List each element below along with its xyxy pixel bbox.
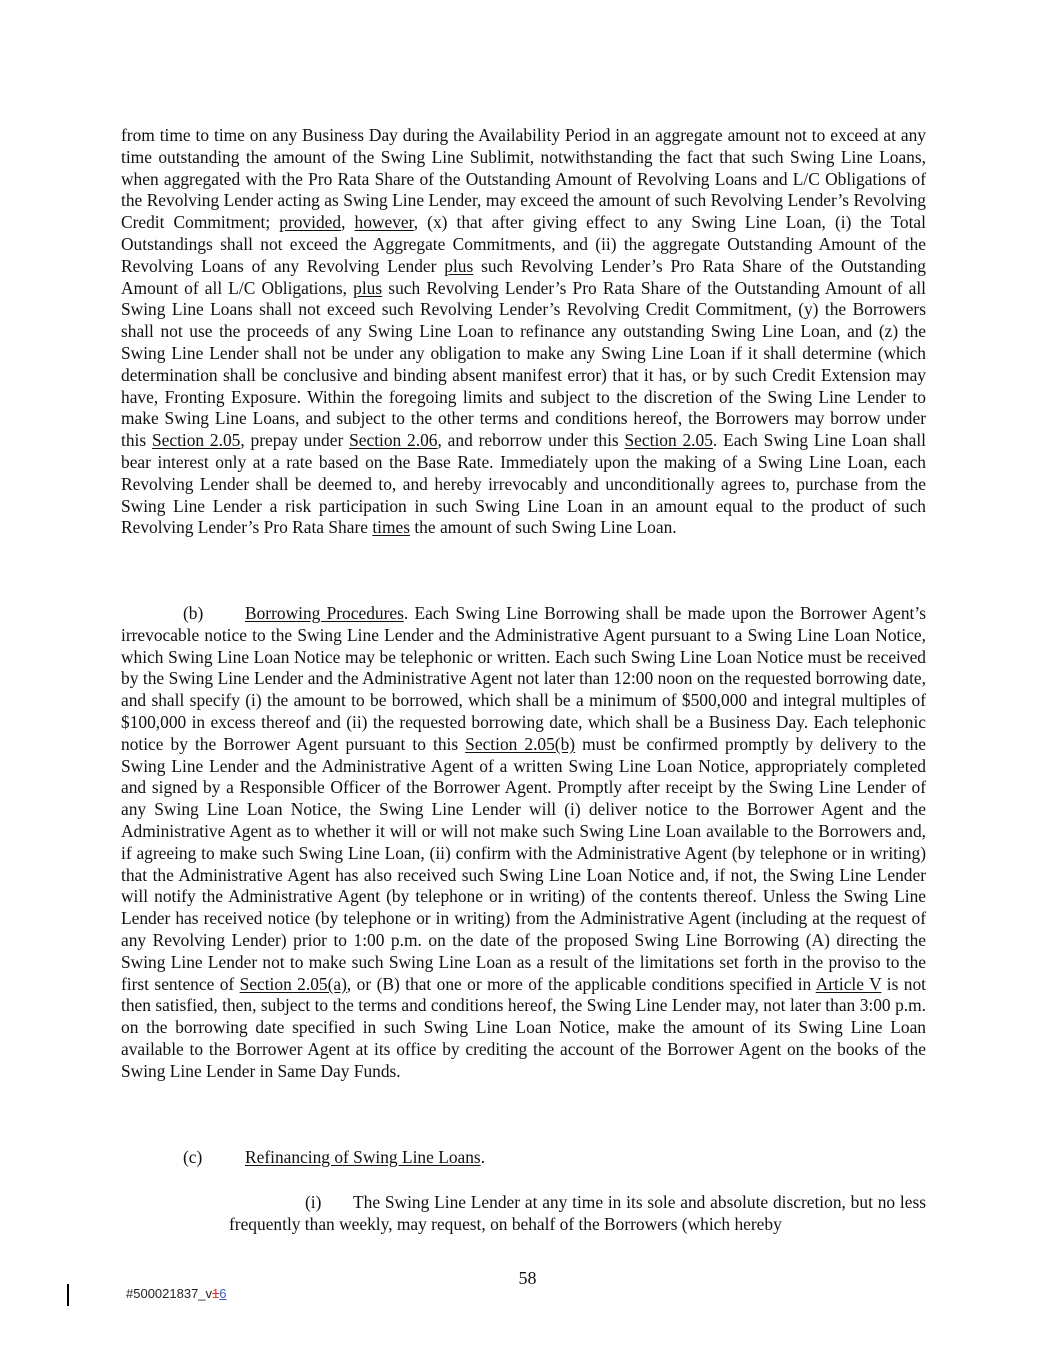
doc-id-deleted-version: 1 bbox=[212, 1286, 220, 1301]
text-run: . Each Swing Line Loan shall bear interest only at a rate based on the Base Rate. Immediately upon the making of a Swing Line Loan, each Revolving Lender shall be deemed to, and hereby irrevocably and unconditionally agrees to, purchase from the Swing Line Lender a risk participation in such Swing Line Loan in an amount equal to the product of such Revolving Lender’s Pro Rata Share bbox=[121, 430, 926, 538]
text-run: , bbox=[341, 212, 355, 233]
section-reference: Section 2.06 bbox=[349, 430, 438, 451]
revision-change-bar bbox=[67, 1284, 69, 1306]
text-run: such Revolving Lender’s Pro Rata Share of the Outstanding Amount of all L/C Obligations, bbox=[121, 255, 927, 298]
term-however: however bbox=[354, 212, 414, 233]
term-provided: provided bbox=[279, 212, 342, 233]
page-number: 58 bbox=[518, 1268, 537, 1288]
term-plus: plus bbox=[444, 255, 474, 276]
text-run: the amount of such Swing Line Loan. bbox=[410, 517, 677, 538]
section-reference: Section 2.05 bbox=[151, 430, 241, 451]
text-run: , and reborrow under this bbox=[437, 430, 625, 451]
paragraph-section-c-i bbox=[229, 1192, 926, 1236]
section-heading: Borrowing Procedures bbox=[245, 603, 404, 623]
text-run: , prepay under bbox=[240, 430, 350, 451]
text-run: , (x) that after giving effect to any Swing Line Loan, (i) the Total Outstandings shall not exceed the Aggregate Commitments, and (ii) the aggregate Outstanding Amount of the Revolving Loans of any Revolving Lender bbox=[121, 212, 926, 276]
text-run: , or (B) that one or more of the applicable conditions specified in bbox=[346, 973, 816, 994]
section-reference: Section 2.05 bbox=[624, 430, 713, 451]
text-run: . bbox=[480, 1147, 486, 1167]
section-reference: Section 2.05(b) bbox=[465, 733, 576, 754]
subsection-label: (i) bbox=[305, 1192, 322, 1212]
term-plus: plus bbox=[353, 277, 383, 298]
doc-id-prefix: #500021837_v bbox=[126, 1286, 213, 1301]
article-reference: Article V bbox=[815, 973, 882, 994]
text-run: such Revolving Lender’s Pro Rata Share of the Outstanding Amount of all Swing Line Loans shall not exceed such Revolving Lender’s Revolving Credit Commitment, (y) the Borrowers shall not use the proceeds of any Swing Line Loan to refinance any outstanding Swing Line Loan, and (z) the Swing Line Lender shall not be under any obligation to make any Swing Line Loan if it shall determine (which determination shall be conclusive and binding absent manifest error) that it has, or by such Credit Extension may have, Fronting Exposure. Within the foregoing limits and subject to the discretion of the Swing Line Lender to make Swing Line Loans, and subject to the other terms and conditions hereof, the Borrowers may borrow under this bbox=[121, 277, 926, 451]
paragraph-continuation bbox=[121, 125, 926, 539]
section-heading: Refinancing of Swing Line Loans bbox=[245, 1147, 481, 1167]
section-reference: Section 2.05(a) bbox=[239, 973, 347, 994]
text-run: . Each Swing Line Borrowing shall be made upon the Borrower Agent’s irrevocable notice to the Swing Line Lender and the Administrative Agent pursuant to a Swing Line Loan Notice, which Swing Line Loan Notice may be telephonic or written. Each such Swing Line Loan Notice must be received by the Swing Line Lender and the Administrative Agent not later than 12:00 noon on the requested borrowing date, and shall specify (i) the amount to be borrowed, which shall be a minimum of $500,000 and integral multiples of $100,000 in excess thereof and (ii) the requested borrowing date, which shall be a Business Day. Each telephonic notice by the Borrower Agent pursuant to this bbox=[121, 603, 926, 754]
section-label: (b) bbox=[183, 603, 204, 623]
section-label: (c) bbox=[183, 1147, 203, 1167]
document-id bbox=[126, 1286, 227, 1301]
text-run: must be confirmed promptly by delivery to the Swing Line Lender and the Administrative Agent of a written Swing Line Loan Notice, appropriately completed and signed by a Responsible Officer of the Borrower Agent. Promptly after receipt by the Swing Line Lender of any Swing Line Loan Notice, the Swing Line Lender will (i) deliver notice to the Borrower Agent and the Administrative Agent as to whether it will or will not make such Swing Line Loan available to the Borrowers and, if agreeing to make such Swing Line Loan, (ii) confirm with the Administrative Agent (by telephone or in writing) that the Administrative Agent has also received such Swing Line Loan Notice and, if not, the Swing Line Lender will notify the Administrative Agent (by telephone or in writing) of the contents thereof. Unless the Swing Line Lender has received notice (by telephone or in writing) from the Administrative Agent (including at the request of any Revolving Lender) prior to 1:00 p.m. on the date of the proposed Swing Line Borrowing (A) directing the Swing Line Lender not to make such Swing Line Loan as a result of the limitations set forth in the proviso to the first sentence of bbox=[121, 733, 927, 994]
text-run: from time to time on any Business Day during the Availability Period in an aggregate amount not to exceed at any time outstanding the amount of the Swing Line Sublimit, notwithstanding the fact that such Swing Line Loans, when aggregated with the Pro Rata Share of the Outstanding Amount of Revolving Loans and L/C Obligations of the Revolving Lender acting as Swing Line Lender, may exceed the amount of such Revolving Lender’s Revolving Credit Commitment; bbox=[121, 125, 926, 233]
text-run: is not then satisfied, then, subject to the terms and conditions hereof, the Swing Line Lender may, not later than 3:00 p.m. on the borrowing date specified in such Swing Line Loan Notice, make the amount of its Swing Line Loan available to the Borrower Agent at its office by crediting the account of the Borrower Agent on the books of the Swing Line Lender in Same Day Funds. bbox=[121, 973, 926, 1081]
doc-id-inserted-version: 6 bbox=[219, 1286, 227, 1301]
section-c-heading bbox=[183, 1147, 485, 1169]
text-run: The Swing Line Lender at any time in its sole and absolute discretion, but no less frequently than weekly, may request, on behalf of the Borrowers (which hereby bbox=[229, 1192, 926, 1234]
term-times: times bbox=[372, 517, 410, 538]
paragraph-section-b bbox=[121, 603, 926, 1083]
